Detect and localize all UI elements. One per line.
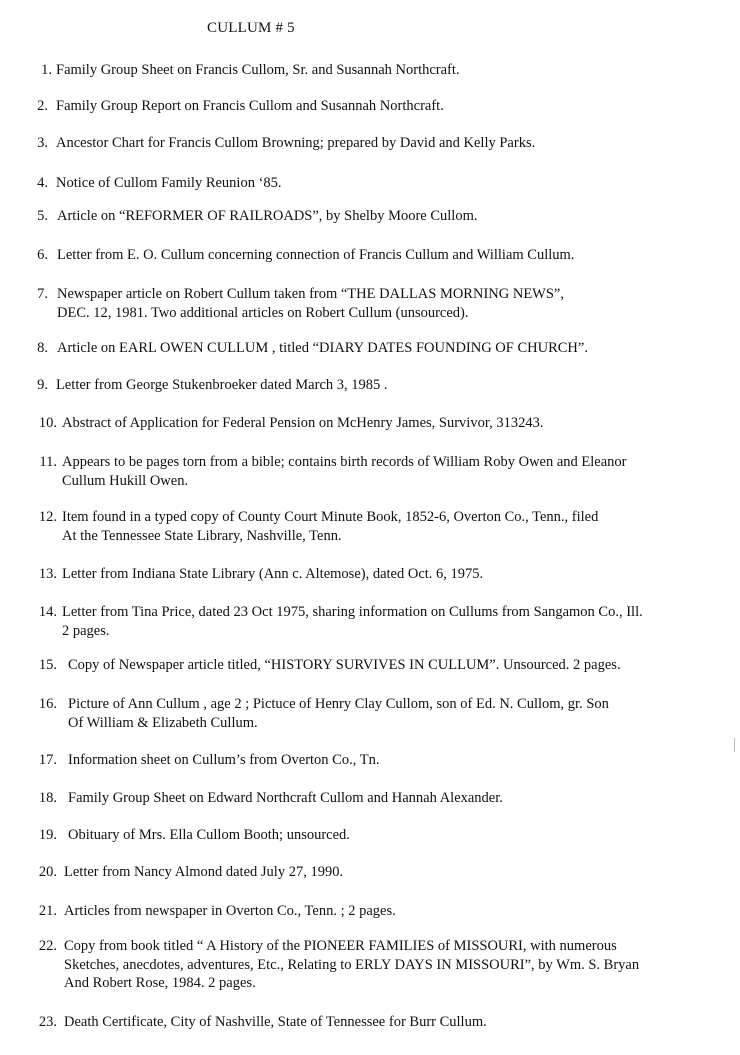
item-text-line: 2 pages. [62,622,110,639]
item-number: 21. [38,903,57,919]
item-number: 11. [39,454,57,470]
scan-mark [734,738,735,752]
item-text-line: Abstract of Application for Federal Pension on McHenry James, Survivor, 313243. [62,415,544,431]
item-text-line: Notice of Cullom Family Reunion ‘85. [56,175,282,191]
item-text-line: Appears to be pages torn from a bible; contains birth records of William Roby Owen and Eleanor [62,454,627,470]
item-text-line: Death Certificate, City of Nashville, State of Tennessee for Burr Cullum. [64,1014,487,1030]
item-text-line: Article on “REFORMER OF RAILROADS”, by Shelby Moore Cullom. [57,208,478,224]
item-text-line: At the Tennessee State Library, Nashville, Tenn. [62,527,342,544]
item-text-line: Family Group Sheet on Francis Cullom, Sr. and Susannah Northcraft. [56,62,460,78]
item-number: 13. [38,566,57,582]
item-text-line: Of William & Elizabeth Cullum. [68,714,258,731]
item-text-line: Articles from newspaper in Overton Co., Tenn. ; 2 pages. [64,903,396,919]
item-text-line: Copy from book titled “ A History of the PIONEER FAMILIES of MISSOURI, with numerous [64,938,617,954]
item-number: 18. [38,790,57,806]
item-text-line: Letter from E. O. Cullum concerning connection of Francis Cullum and William Cullum. [57,247,575,263]
item-text-line: Family Group Report on Francis Cullom and Susannah Northcraft. [56,98,444,114]
item-number: 2. [37,98,48,114]
item-number: 3. [37,135,48,151]
item-number: 9. [37,377,48,393]
item-text-line: Letter from Indiana State Library (Ann c. Altemose), dated Oct. 6, 1975. [62,566,484,582]
item-text-line: Letter from George Stukenbroeker dated March 3, 1985 . [56,377,388,393]
item-text-line: Sketches, anecdotes, adventures, Etc., Relating to ERLY DAYS IN MISSOURI”, by Wm. S. Bryan [64,956,640,973]
item-number: 6. [37,247,48,263]
item-number: 10. [38,415,57,431]
item-text-line: And Robert Rose, 1984. 2 pages. [64,975,256,991]
item-number: 15. [38,657,57,673]
item-number: 1. [41,62,52,78]
item-number: 8. [37,340,48,356]
item-text-line: Copy of Newspaper article titled, “HISTORY SURVIVES IN CULLUM”. Unsourced. 2 pages. [68,657,621,673]
item-text-line: DEC. 12, 1981. Two additional articles on Robert Cullum (unsourced). [57,304,469,321]
item-text-line: Information sheet on Cullum’s from Overton Co., Tn. [68,752,380,768]
item-number: 14. [38,604,57,620]
item-text-line: Letter from Nancy Almond dated July 27, 1990. [64,864,344,880]
item-text-line: Article on EARL OWEN CULLUM , titled “DIARY DATES FOUNDING OF CHURCH”. [57,340,588,356]
item-text-line: Item found in a typed copy of County Court Minute Book, 1852-6, Overton Co., Tenn., filed [62,509,599,525]
item-number: 22. [38,938,57,954]
item-number: 5. [37,208,48,224]
item-text-line: Letter from Tina Price, dated 23 Oct 1975, sharing information on Cullums from Sangamon Co., Ill. [62,604,643,620]
item-number: 17. [38,752,57,768]
item-number: 12. [38,509,57,525]
item-number: 19. [38,827,57,843]
item-text-line: Picture of Ann Cullum , age 2 ; Pictuce of Henry Clay Cullom, son of Ed. N. Cullom, gr. Son [68,696,609,712]
item-text-line: Newspaper article on Robert Cullum taken from “THE DALLAS MORNING NEWS”, [57,286,564,302]
item-text-line: Ancestor Chart for Francis Cullom Browning; prepared by David and Kelly Parks. [56,135,536,151]
item-number: 16. [38,696,57,712]
item-text-line: Obituary of Mrs. Ella Cullom Booth; unsourced. [68,827,350,843]
page-title: CULLUM # 5 [207,20,295,36]
item-text-line: Cullum Hukill Owen. [62,472,189,489]
item-number: 4. [37,175,48,191]
item-number: 7. [37,286,48,302]
item-text-line: Family Group Sheet on Edward Northcraft Cullom and Hannah Alexander. [68,790,503,806]
item-number: 20. [38,864,57,880]
item-number: 23. [38,1014,57,1030]
